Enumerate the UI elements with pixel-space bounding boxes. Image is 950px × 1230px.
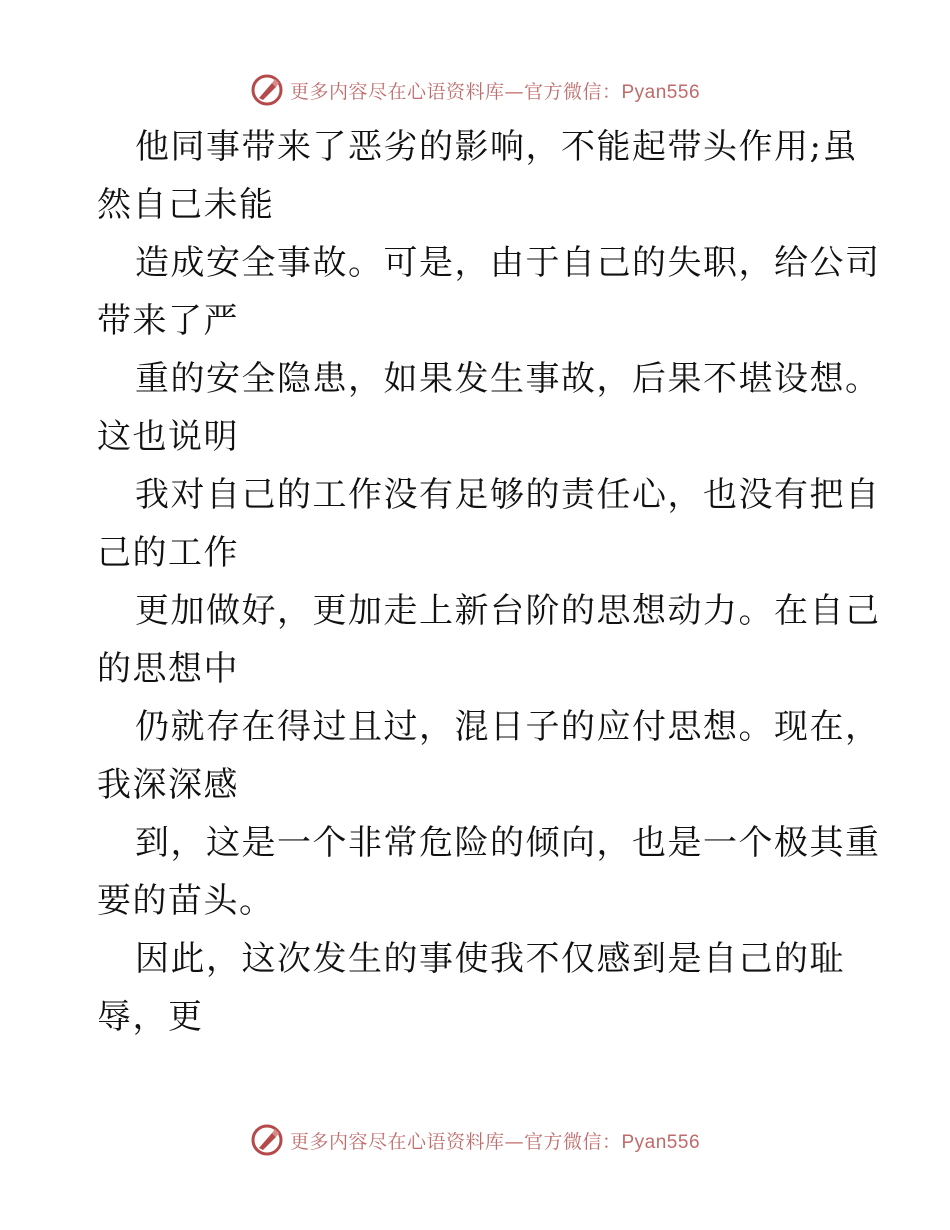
paragraph-5 (97, 582, 881, 698)
paragraph-1 (97, 118, 857, 234)
paragraph-line: 的思想中 (97, 649, 239, 689)
paragraph-6 (97, 698, 881, 814)
paragraph-line: 己的工作 (97, 533, 239, 573)
banner-text (290, 77, 700, 104)
paragraph-7 (97, 814, 881, 930)
banner-wechat-id: Pyan556 (621, 1131, 701, 1153)
paragraph-line: 造成安全事故。可是，由于自己的失职，给公司 (135, 243, 881, 283)
paragraph-line: 更加做好，更加走上新台阶的思想动力。在自己 (135, 591, 881, 631)
footer-banner (0, 1120, 950, 1160)
banner-label: 更多内容尽在心语资料库—官方微信： (289, 1130, 622, 1153)
paragraph-line: 辱，更 (97, 997, 204, 1037)
pen-logo-icon (250, 73, 284, 107)
header-banner (0, 70, 950, 110)
paragraph-line: 我深深感 (97, 765, 239, 805)
paragraph-line: 这也说明 (97, 417, 239, 457)
paragraph-line: 因此，这次发生的事使我不仅感到是自己的耻 (135, 939, 845, 979)
paragraph-4 (97, 466, 881, 582)
document-body (97, 118, 881, 1046)
paragraph-line: 仍就存在得过且过，混日子的应付思想。现在， (135, 707, 881, 747)
paragraph-line: 要的苗头。 (97, 881, 275, 921)
paragraph-line: 然自己未能 (97, 185, 275, 225)
banner-label: 更多内容尽在心语资料库—官方微信： (289, 80, 622, 103)
banner-text (290, 1127, 700, 1154)
paragraph-line: 带来了严 (97, 301, 239, 341)
paragraph-line: 他同事带来了恶劣的影响，不能起带头作用;虽 (135, 127, 858, 167)
pen-logo-icon (250, 1123, 284, 1157)
paragraph-line: 我对自己的工作没有足够的责任心，也没有把自 (135, 475, 881, 515)
banner-wechat-id: Pyan556 (621, 81, 701, 103)
paragraph-3 (97, 350, 881, 466)
paragraph-2 (97, 234, 881, 350)
paragraph-8 (97, 930, 857, 1046)
paragraph-line: 到，这是一个非常危险的倾向，也是一个极其重 (135, 823, 881, 863)
paragraph-line: 重的安全隐患，如果发生事故，后果不堪设想。 (135, 359, 881, 399)
